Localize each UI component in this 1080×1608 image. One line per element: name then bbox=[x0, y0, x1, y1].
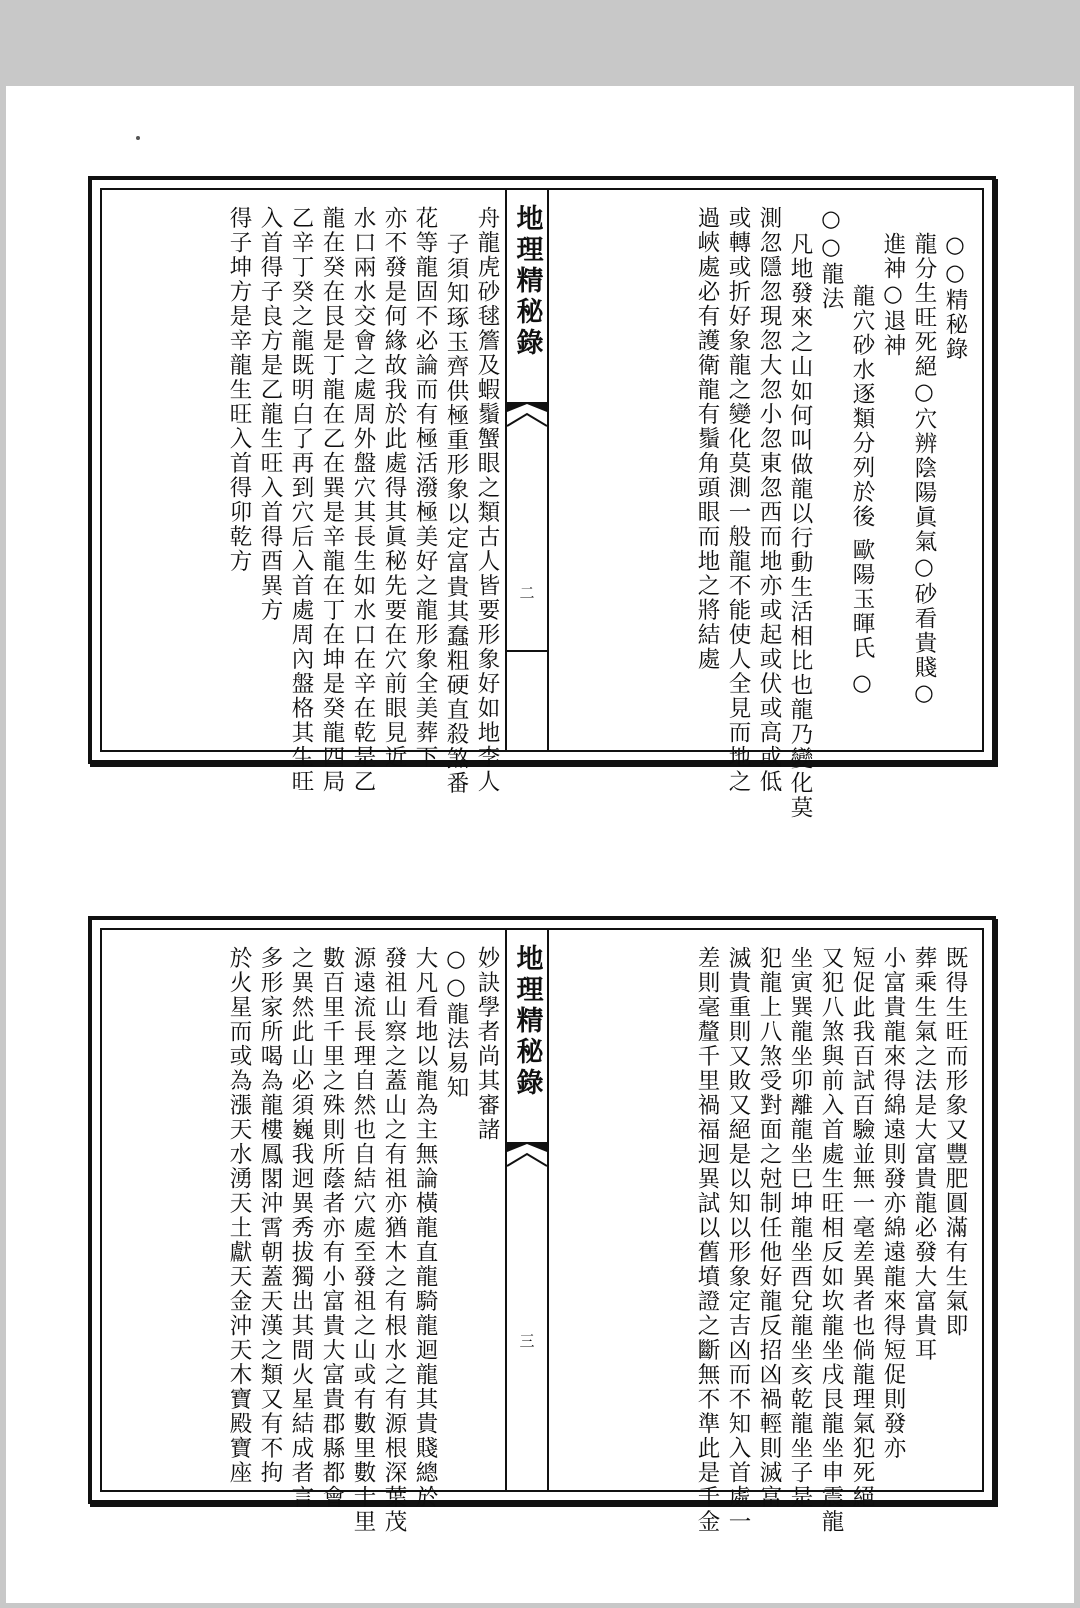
text-column: 乙辛丁癸之龍既明白了再到穴后入首處周內盤格其生旺 bbox=[288, 206, 314, 794]
text-column: 大凡看地以龍為主無論橫龍直龍騎龍迴龍其貴賤總於 bbox=[412, 946, 438, 1510]
text-column: 測忽隱忽現忽大忽小忽東忽西而地亦或起或伏或高或低 bbox=[756, 206, 782, 794]
text-column: 或轉或折好象龍之變化莫測一般龍不能使人全見而地之 bbox=[725, 206, 751, 794]
text-column: 滅貴重則又敗又絕是以知以形象定吉凶而不知入首處一 bbox=[725, 946, 751, 1534]
page-frame-top bbox=[100, 188, 984, 820]
scan-speck bbox=[136, 136, 140, 140]
left-half-text-top bbox=[112, 206, 502, 796]
text-column: 發祖山察之蓋山之有祖亦猶木之有根水之有源根深葉茂 bbox=[381, 946, 407, 1534]
page-panel-top bbox=[88, 176, 996, 820]
text-column: 坐寅巽龍坐卯離龍坐巳坤龍坐酉兌龍坐亥乾龍坐子是 bbox=[787, 946, 813, 1510]
text-column: 過峽處必有護衛龍有鬚角頭眼而地之將結處 bbox=[694, 206, 720, 672]
text-column: 龍分生旺死絕○穴辨陰陽眞氣○砂看貴賤○ bbox=[911, 232, 937, 708]
text-column: 得子坤方是辛龍生旺入首得卯乾方 bbox=[226, 206, 252, 574]
text-column: 凡地發來之山如何叫做龍以行動生活相比也龍乃變化莫 bbox=[787, 232, 813, 820]
text-column: 小富貴龍來得綿遠則發亦綿遠龍來得短促則發亦 bbox=[880, 946, 906, 1461]
text-column: 源遠流長理自然也自結穴處至發祖之山或有數里數十里 bbox=[350, 946, 376, 1534]
page-frame-bottom bbox=[100, 928, 984, 1534]
spine-bottom bbox=[505, 930, 549, 1490]
spine-top bbox=[505, 190, 549, 750]
page-number: 二 bbox=[519, 584, 535, 602]
text-column: ○○龍法易知 bbox=[443, 946, 469, 1100]
spine-rule bbox=[507, 650, 547, 652]
text-column: 之異然此山必須巍我迥異秀拔獨出其間火星結成者言 bbox=[288, 946, 314, 1510]
text-column: 水口兩水交會之處周外盤穴其長生如水口在辛在乾是乙 bbox=[350, 206, 376, 794]
text-column: 葬乘生氣之法是大富貴龍必發大富貴耳 bbox=[911, 946, 937, 1363]
text-column: 短促此我百試百驗並無一毫差異者也倘龍理氣犯死絕 bbox=[849, 946, 875, 1510]
text-column: 犯龍上八煞受對面之尅制任他好龍反招凶禍輕則滅富 bbox=[756, 946, 782, 1510]
fishtail-mark bbox=[507, 1142, 547, 1184]
text-column: 多形家所喝為龍樓鳳閣沖霄朝蓋天漢之類又有不拘 bbox=[257, 946, 283, 1485]
text-column: 又犯八煞與前入首處生旺相反如坎龍坐戌艮龍坐申震龍 bbox=[818, 946, 844, 1534]
text-column: 既得生旺而形象又豐肥圓滿有生氣即 bbox=[942, 946, 968, 1338]
text-column: 亦不發是何緣故我於此處得其眞秘先要在穴前眼見近 bbox=[381, 206, 407, 770]
text-column: 子須知琢玉齊供極重形象以定富貴其蠢粗硬直殺煞番 bbox=[443, 232, 469, 796]
text-column: 入首得子良方是乙龍生旺入首得酉異方 bbox=[257, 206, 283, 623]
page-number: 三 bbox=[519, 1332, 535, 1350]
text-column: 舟龍虎砂毬簷及蝦鬚蟹眼之類古人皆要形象好如地李人 bbox=[474, 206, 500, 794]
text-column: ○○龍法 bbox=[818, 206, 844, 311]
text-column: 妙訣學者尚其審諸 bbox=[474, 946, 500, 1142]
text-column: 花等龍固不必論而有極活潑極美好之龍形象全美葬下 bbox=[412, 206, 438, 770]
left-half-text-bottom bbox=[112, 946, 502, 1534]
text-column: 進神○退神 bbox=[880, 232, 906, 358]
text-column: ○○精秘錄 bbox=[942, 232, 968, 362]
fishtail-mark bbox=[507, 402, 547, 444]
page-panel-bottom bbox=[88, 916, 996, 1534]
text-column: 龍穴砂水逐類分列於後 歐陽玉暉氏 ○ bbox=[849, 284, 875, 698]
text-column: 於火星而或為漲天水湧天土獻天金沖天木寶殿寶座 bbox=[226, 946, 252, 1485]
right-half-text-top bbox=[546, 206, 970, 820]
scanned-sheet bbox=[6, 86, 1074, 1603]
text-column: 數百里千里之殊則所蔭者亦有小富貴大富貴郡縣都會 bbox=[319, 946, 345, 1510]
book-title: 地理精秘錄 bbox=[511, 204, 543, 359]
text-column: 差則毫釐千里禍福迥異試以舊墳證之斷無不準此是千金 bbox=[694, 946, 720, 1534]
right-half-text-bottom bbox=[546, 946, 970, 1534]
text-column: 龍在癸在艮是丁龍在乙在巽是辛龍在丁在坤是癸龍四局 bbox=[319, 206, 345, 794]
book-title: 地理精秘錄 bbox=[511, 944, 543, 1099]
